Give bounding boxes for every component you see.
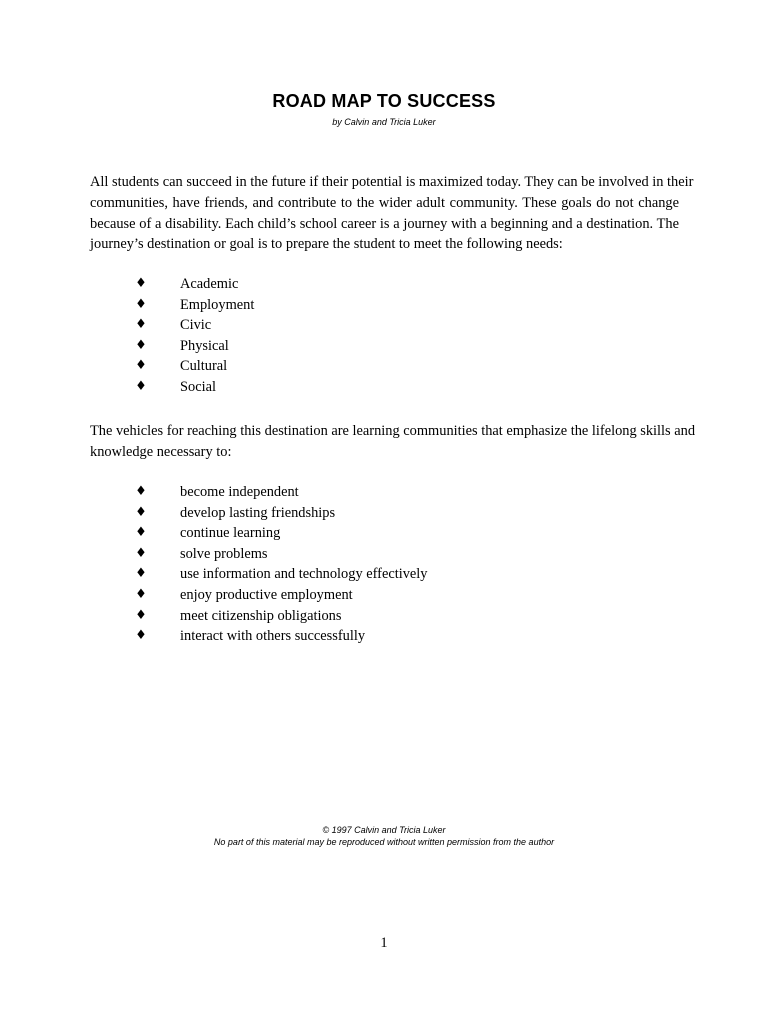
document-byline: by Calvin and Tricia Luker (332, 117, 436, 127)
skill-label: become independent (180, 484, 299, 500)
diamond-bullet-icon: ♦ (135, 337, 147, 353)
diamond-bullet-icon: ♦ (135, 504, 147, 520)
intro-line: because of a disability. Each child’s school career is a journey with a beginning and a destination. The (90, 215, 679, 232)
need-label: Academic (180, 276, 239, 292)
diamond-bullet-icon: ♦ (135, 484, 147, 499)
intro-line: communities, have friends, and contribute to the wider adult community. These goals do not change (90, 194, 679, 211)
intro-line: All students can succeed in the future if their potential is maximized today. They can be involved in their (90, 174, 694, 190)
diamond-bullet-icon: ♦ (135, 276, 147, 291)
diamond-bullet-icon: ♦ (135, 607, 147, 623)
skill-label: meet citizenship obligations (180, 607, 342, 624)
diamond-bullet-icon: ♦ (135, 358, 147, 374)
need-label: Employment (180, 296, 255, 313)
vehicles-paragraph (90, 421, 696, 463)
need-label: Civic (180, 317, 212, 334)
diamond-bullet-icon: ♦ (135, 586, 147, 602)
diamond-bullet-icon: ♦ (135, 525, 147, 541)
intro-paragraph (90, 172, 694, 255)
diamond-bullet-icon: ♦ (135, 545, 147, 561)
page-number: 1 (380, 935, 388, 951)
vehicles-line: The vehicles for reaching this destination are learning communities that emphasize the lifelong skills and (90, 423, 696, 439)
need-label: Physical (180, 337, 229, 354)
skill-label: use information and technology effectively (180, 566, 428, 583)
copyright-footer: © 1997 Calvin and Tricia Luker (322, 825, 446, 835)
reproduction-notice: No part of this material may be reproduced without written permission from the author (213, 837, 555, 847)
skill-label: interact with others successfully (180, 628, 366, 645)
diamond-bullet-icon: ♦ (135, 566, 147, 582)
diamond-bullet-icon: ♦ (135, 378, 147, 394)
skill-label: continue learning (180, 525, 281, 542)
need-label: Cultural (180, 358, 228, 375)
skill-label: enjoy productive employment (180, 586, 353, 603)
skill-label: solve problems (180, 545, 268, 562)
diamond-bullet-icon: ♦ (135, 296, 147, 312)
vehicles-line: knowledge necessary to: (90, 443, 232, 460)
need-label: Social (180, 378, 216, 395)
intro-line: journey’s destination or goal is to prepare the student to meet the following needs: (90, 236, 563, 253)
diamond-bullet-icon: ♦ (135, 628, 147, 644)
document-title: ROAD MAP TO SUCCESS (272, 91, 496, 111)
skill-label: develop lasting friendships (180, 504, 336, 521)
diamond-bullet-icon: ♦ (135, 317, 147, 333)
